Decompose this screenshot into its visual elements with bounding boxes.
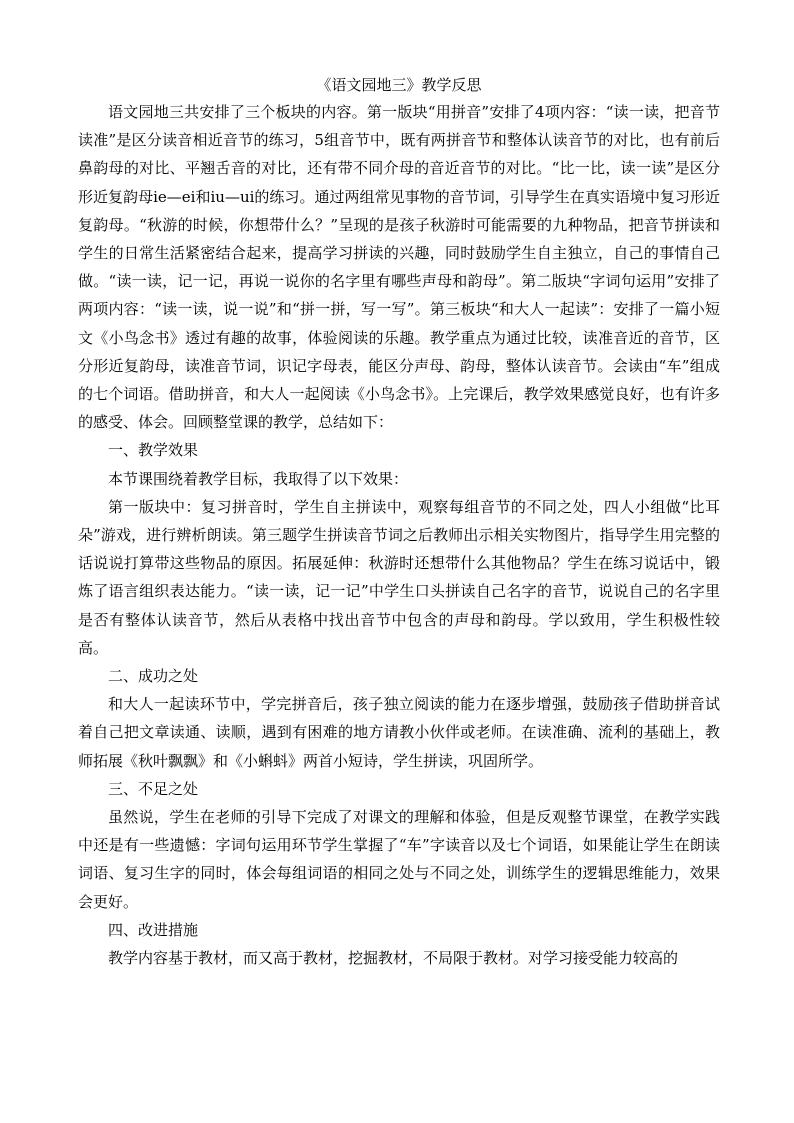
intro-paragraph: 语文园地三共安排了三个板块的内容。第一版块“用拼音”安排了4项内容：“读一读，把音节读准”是区分读音相近音节的练习，5组音节中，既有两拼音节和整体认读音节的对比，也有前后鼻韵母的对比、平翘舌音的对比，还有带不同介母的音近音节的对比。“比一比，读一读”是区分形近复韵母ie—ei和iu—ui的练习。通过两组常见事物的音节词，引导学生在真实语境中复习形近复韵母。“秋游的时候，你想带什么？”呈现的是孩子秋游时可能需要的九种物品，把音节拼读和学生的日常生活紧密结合起来，提高学习拼读的兴趣，同时鼓励学生自主独立，自己的事情自己做。“读一读，记一记，再说一说你的名字里有哪些声母和韵母”。第二版块“字词句运用”安排了两项内容：“读一读，说一说”和“拼一拼，写一写”。第三板块“和大人一起读”：安排了一篇小短文《小鸟念书》透过有趣的故事，体验阅读的乐趣。教学重点为通过比较，读准音近的音节，区分形近复韵母，读准音节词，识记字母表，能区分声母、韵母，整体认读音节。会读由“车”组成的七个词语。借助拼音，和大人一起阅读《小鸟念书》。上完课后，教学效果感觉良好，也有许多的感受、体会。回顾整堂课的教学，总结如下： [78, 103, 720, 432]
section-heading-successes: 二、成功之处 [108, 667, 199, 686]
effect-detail-paragraph: 第一版块中：复习拼音时，学生自主拼读中，观察每组音节的不同之处，四人小组做“比耳朵”游戏，进行辨析朗读。第三题学生拼读音节词之后教师出示相关实物图片，指导学生用完整的话说说打算带这些物品的原因。拓展延伸：秋游时还想带什么其他物品？学生在练习说话中，锻炼了语言组织表达能力。“读一读，记一记”中学生口头拼读自己名字的音节，说说自己的名字里是否有整体认读音节，然后从表格中找出音节中包含的声母和韵母。学以致用，学生积极性较高。 [78, 497, 720, 657]
document-page [78, 72, 720, 972]
section-heading-improvements: 四、改进措施 [108, 920, 199, 939]
shortcomings-paragraph: 虽然说，学生在老师的引导下完成了对课文的理解和体验，但是反观整节课堂，在教学实践中还是有一些遗憾：字词句运用环节学生掌握了“车”字读音以及七个词语，如果能让学生在朗读词语、复习生字的同时，体会每组词语的相同之处与不同之处，训练学生的逻辑思维能力，效果会更好。 [78, 808, 720, 911]
improvements-paragraph: 教学内容基于教材，而又高于教材，挖掘教材，不局限于教材。对学习接受能力较高的 [108, 949, 679, 968]
document-title: 《语文园地三》教学反思 [316, 76, 482, 94]
document-body [78, 98, 720, 972]
effect-intro-paragraph: 本节课围绕着教学目标，我取得了以下效果： [108, 469, 409, 488]
successes-paragraph: 和大人一起读环节中，学完拼音后，孩子独立阅读的能力在逐步增强，鼓励孩子借助拼音试着自己把文章读通、读顺，遇到有困难的地方请教小伙伴或老师。在读准确、流利的基础上，教师拓展《秋叶飘飘》和《小蝌蚪》两首小短诗，学生拼读，巩固所学。 [78, 695, 720, 770]
section-heading-teaching-effect: 一、教学效果 [108, 441, 199, 460]
section-heading-shortcomings: 三、不足之处 [108, 779, 199, 798]
